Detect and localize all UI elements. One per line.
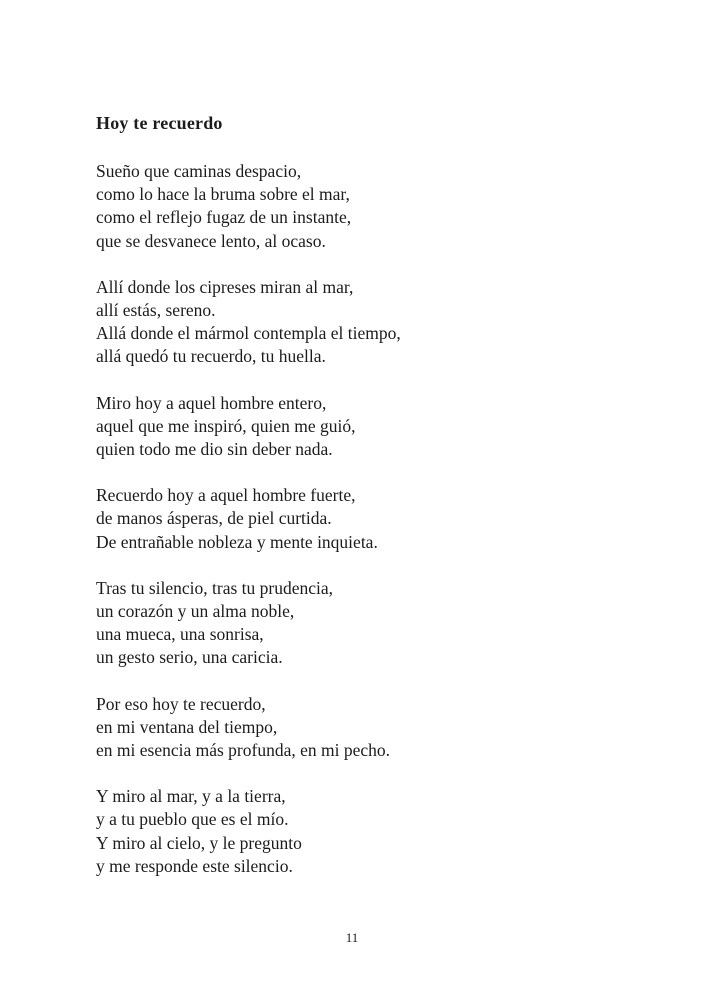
poem-line: Tras tu silencio, tras tu prudencia,	[96, 577, 334, 598]
stanza-4	[96, 484, 664, 554]
poem-line: como el reflejo fugaz de un instante,	[96, 207, 352, 228]
poem-line: un gesto serio, una caricia.	[96, 647, 283, 668]
poem-line: Allí donde los cipreses miran al mar,	[96, 276, 354, 297]
stanza-7	[96, 785, 664, 878]
stanza-6	[96, 693, 664, 763]
poem-line: un corazón y un alma noble,	[96, 601, 295, 622]
poem-line: y a tu pueblo que es el mío.	[96, 809, 289, 830]
stanza-5	[96, 577, 664, 670]
poem-line: de manos ásperas, de piel curtida.	[96, 508, 332, 529]
poem-line: una mueca, una sonrisa,	[96, 624, 264, 645]
stanza-1	[96, 160, 664, 253]
poem-line: allí estás, sereno.	[96, 300, 216, 321]
poem-line: aquel que me inspiró, quien me guió,	[96, 415, 356, 436]
poem-line: Allá donde el mármol contempla el tiempo,	[96, 323, 401, 344]
poem-line: Miro hoy a aquel hombre entero,	[96, 392, 327, 413]
poem-line: en mi esencia más profunda, en mi pecho.	[96, 740, 390, 761]
poem-line: Sueño que caminas despacio,	[96, 161, 302, 181]
poem	[96, 112, 664, 901]
poem-line: y me responde este silencio.	[96, 855, 293, 876]
poem-line: como lo hace la bruma sobre el mar,	[96, 184, 350, 205]
poem-line: quien todo me dio sin deber nada.	[96, 439, 333, 460]
poem-line: allá quedó tu recuerdo, tu huella.	[96, 346, 326, 367]
poem-line: Recuerdo hoy a aquel hombre fuerte,	[96, 485, 356, 506]
poem-line: De entrañable nobleza y mente inquieta.	[96, 531, 378, 552]
stanza-2	[96, 276, 664, 369]
poem-line: en mi ventana del tiempo,	[96, 716, 278, 737]
poem-title: Hoy te recuerdo	[96, 113, 223, 133]
page-number: 11	[345, 930, 359, 945]
poem-line: que se desvanece lento, al ocaso.	[96, 230, 326, 251]
stanza-3	[96, 392, 664, 462]
poem-line: Y miro al cielo, y le pregunto	[96, 832, 302, 853]
poem-line: Y miro al mar, y a la tierra,	[96, 786, 286, 807]
poem-line: Por eso hoy te recuerdo,	[96, 693, 266, 714]
